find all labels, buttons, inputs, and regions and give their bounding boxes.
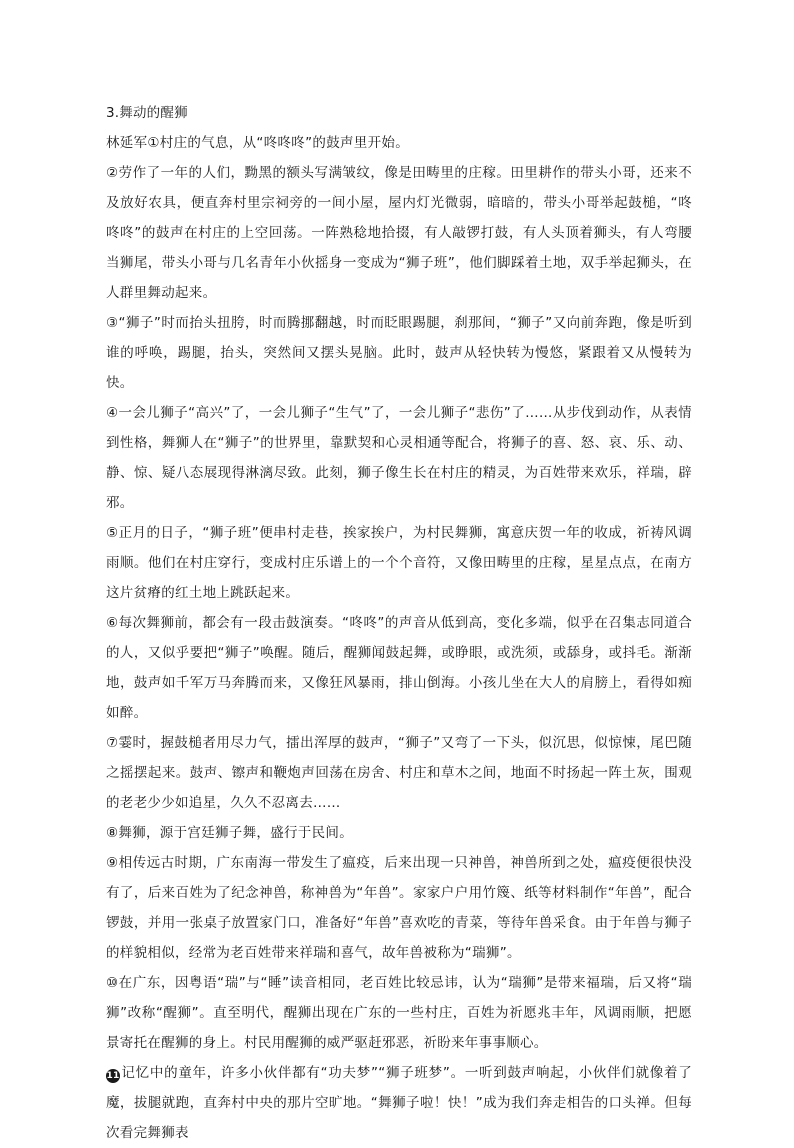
section-title: 3.舞动的醒狮 xyxy=(106,105,188,121)
document-page xyxy=(106,98,692,1148)
paragraph-4: ④一会儿狮子“高兴”了，一会儿狮子“生气”了，一会儿狮子“悲伤”了……从步伐到动作，从表情到性格，舞狮人在“狮子”的世界里，靠默契和心灵相通等配合，将狮子的喜、怒、哀、乐、动、静、惊、疑八态展现得淋漓尽致。此刻，狮子像生长在村庄的精灵，为百姓带来欢乐，祥瑞，辟邪。 xyxy=(106,405,692,511)
paragraph-1: 林延军①村庄的气息，从“咚咚咚”的鼓声里开始。 xyxy=(106,135,409,151)
paragraph-11-number-marker: 11 xyxy=(106,1071,120,1081)
paragraph-11 xyxy=(106,1058,692,1148)
paragraph-3: ③“狮子”时而抬头扭胯，时而腾挪翻越，时而眨眼踢腿，刹那间，“狮子”又向前奔跑，像是听到谁的呼唤，踢腿，抬头，突然间又摆头晃脑。此时，鼓声从轻快转为慢悠，紧跟着又从慢转为快。 xyxy=(106,315,692,391)
paragraph-11-text: 记忆中的童年，许多小伙伴都有“功夫梦”“狮子班梦”。一听到鼓声响起，小伙伴们就像着了魔，拔腿就跑，直奔村中央的那片空旷地。“舞狮子啦！快！”成为我们奔走相告的口头禅。但每次看完舞狮表 xyxy=(106,1065,692,1141)
paragraph-5: ⑤正月的日子，“狮子班”便串村走巷，挨家挨户，为村民舞狮，寓意庆贺一年的收成，祈祷风调雨顺。他们在村庄穿行，变成村庄乐谱上的一个个音符，又像田畴里的庄稼，星星点点，在南方这片贫瘠的红土地上跳跃起来。 xyxy=(106,525,692,601)
paragraph-10: ⑩在广东，因粤语“瑞”与“睡”读音相同，老百姓比较忌讳，认为“瑞狮”是带来福瑞，后又将“瑞狮”改称“醒狮”。直至明代，醒狮出现在广东的一些村庄，百姓为祈愿兆丰年，风调雨顺，把愿景寄托在醒狮的身上。村民用醒狮的威严驱赶邪恶，祈盼来年事事顺心。 xyxy=(106,975,692,1051)
paragraph-7: ⑦霎时，握鼓槌者用尽力气，擂出浑厚的鼓声，“狮子”又弯了一下头，似沉思，似惊悚，尾巴随之摇摆起来。鼓声、镲声和鞭炮声回荡在房舍、村庄和草木之间，地面不时扬起一阵土灰，围观的老老少少如追星，久久不忍离去…… xyxy=(106,735,692,811)
paragraph-6: ⑥每次舞狮前，都会有一段击鼓演奏。“咚咚”的声音从低到高，变化多端，似乎在召集志同道合的人，又似乎要把“狮子”唤醒。随后，醒狮闻鼓起舞，或睁眼，或洗须，或舔身，或抖毛。渐渐地，鼓声如千军万马奔腾而来，又像狂风暴雨，排山倒海。小孩儿坐在大人的肩膀上，看得如痴如醉。 xyxy=(106,615,692,721)
paragraph-2: ②劳作了一年的人们，黝黑的额头写满皱纹，像是田畴里的庄稼。田里耕作的带头小哥，还来不及放好农具，便直奔村里宗祠旁的一间小屋，屋内灯光微弱，暗暗的，带头小哥举起鼓槌，“咚咚咚”的鼓声在村庄的上空回荡。一阵熟稔地拾掇，有人敲锣打鼓，有人头顶着狮头，有人弯腰当狮尾，带头小哥与几名青年小伙摇身一变成为“狮子班”，他们脚踩着土地，双手举起狮头，在人群里舞动起来。 xyxy=(106,165,692,301)
paragraph-8: ⑧舞狮，源于宫廷狮子舞，盛行于民间。 xyxy=(106,825,354,841)
paragraph-9: ⑨相传远古时期，广东南海一带发生了瘟疫，后来出现一只神兽，神兽所到之处，瘟疫便很快没有了，后来百姓为了纪念神兽，称神兽为“年兽”。家家户户用竹篾、纸等材料制作“年兽”，配合锣鼓，并用一张桌子放置家门口，准备好“年兽”喜欢吃的青菜，等待年兽采食。由于年兽与狮子的样貌相似，经常为老百姓带来祥瑞和喜气，故年兽被称为“瑞狮”。 xyxy=(106,855,692,961)
